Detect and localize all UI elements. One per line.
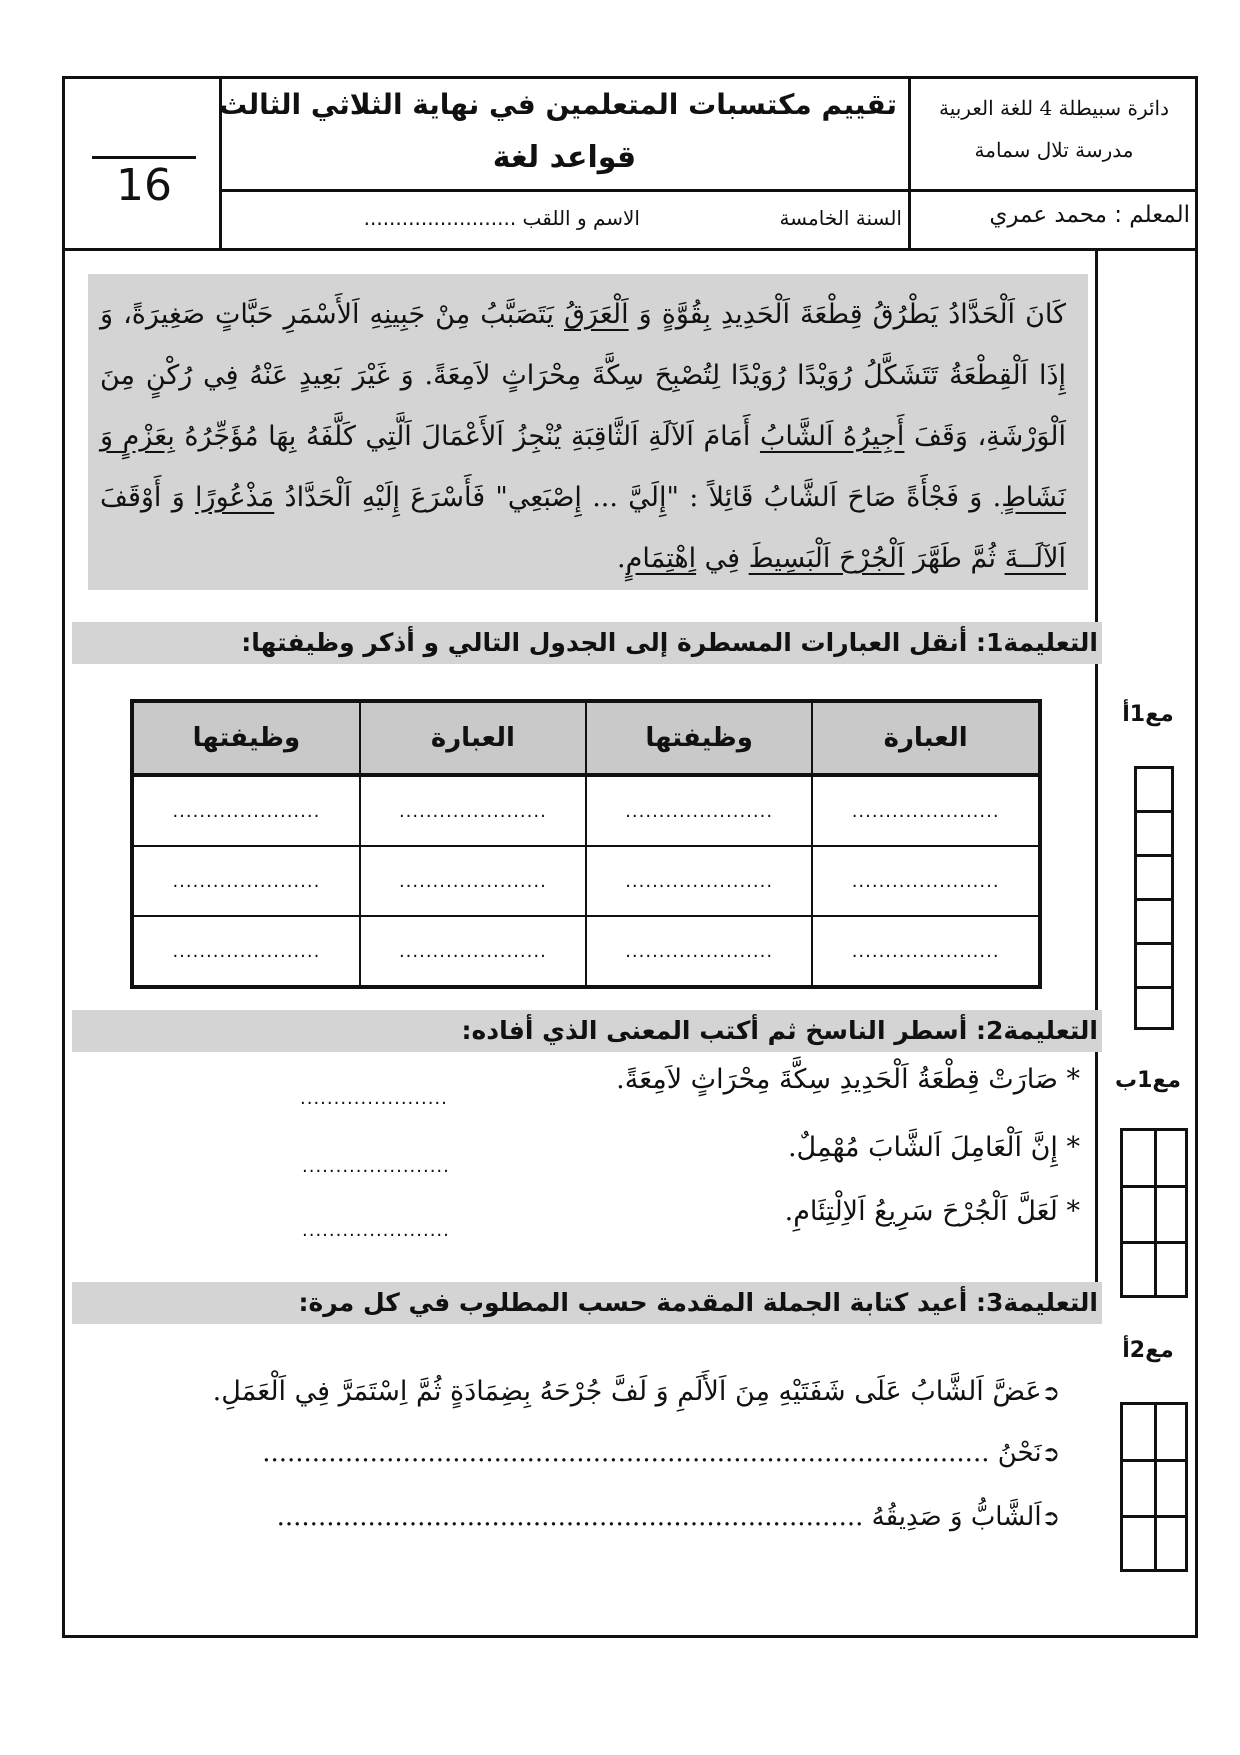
answer-cell[interactable]: ...................... bbox=[132, 916, 360, 987]
table-row bbox=[132, 846, 1040, 916]
score-value: 16 bbox=[116, 160, 172, 211]
table-header: وظيفتها bbox=[586, 701, 812, 775]
answer-cell[interactable]: ...................... bbox=[812, 846, 1040, 916]
underlined-phrase: أَجِيرُهُ اَلشَّابُ bbox=[759, 421, 905, 452]
answer-cell[interactable]: ...................... bbox=[586, 775, 812, 846]
underlined-phrase: اِهْتِمَامٍ bbox=[625, 543, 697, 574]
answer-cell[interactable]: ...................... bbox=[360, 775, 586, 846]
criterion-1b-label: مع1ب bbox=[1114, 1068, 1182, 1093]
table-header: وظيفتها bbox=[132, 701, 360, 775]
instruction-3-sentence: ➲عَضَّ اَلشَّابُ عَلَى شَفَتَيْهِ مِنَ اَلأَلَمِ وَ لَفَّ جُرْحَهُ بِضِمَادَةٍ ثُمَّ اِسْتَمَرَّ فِي اَلْعَمَلِ. bbox=[212, 1376, 1060, 1407]
name-field[interactable]: الاسم و اللقب ........................ bbox=[363, 206, 640, 230]
underlined-phrase: مَذْعُورًا bbox=[195, 482, 275, 513]
instruction-2-item-2: * إِنَّ اَلْعَامِلَ اَلشَّابَ مُهْمِلٌ. bbox=[787, 1132, 1080, 1163]
bullet-icon: ➲ bbox=[1041, 1442, 1060, 1467]
answer-cell[interactable]: ...................... bbox=[132, 775, 360, 846]
header-district-divider bbox=[908, 76, 911, 251]
answer-cell[interactable]: ...................... bbox=[586, 846, 812, 916]
table-row bbox=[132, 775, 1040, 846]
bullet-icon: ➲ bbox=[1041, 1381, 1060, 1406]
underlined-phrase: اَلْعَرَقُ bbox=[564, 299, 629, 330]
score-bar bbox=[92, 156, 196, 159]
answer-cell[interactable]: ...................... bbox=[360, 846, 586, 916]
answer-line[interactable]: ...................... bbox=[302, 1220, 450, 1241]
criterion-2a-boxes[interactable] bbox=[1120, 1402, 1188, 1572]
underlined-phrase: اَلآلَــةَ bbox=[1004, 543, 1066, 574]
criterion-1b-boxes[interactable] bbox=[1120, 1128, 1188, 1298]
instruction-2-item-1: * صَارَتْ قِطْعَةُ اَلْحَدِيدِ سِكَّةَ مِحْرَاثٍ لاَمِعَةً. bbox=[616, 1064, 1080, 1095]
answer-cell[interactable]: ...................... bbox=[132, 846, 360, 916]
grade-level-label: السنة الخامسة bbox=[779, 206, 902, 230]
table-header: العبارة bbox=[360, 701, 586, 775]
answer-cell[interactable]: ...................... bbox=[586, 916, 812, 987]
answer-table bbox=[130, 699, 1042, 989]
bullet-icon: ➲ bbox=[1041, 1506, 1060, 1531]
table-row bbox=[132, 916, 1040, 987]
header-divider-middle bbox=[222, 189, 1198, 192]
criterion-2a-label: مع2أ bbox=[1122, 1338, 1174, 1363]
page-title: تقييم مكتسبات المتعلمين في نهاية الثلاثي الثالث bbox=[218, 88, 897, 121]
school-label: مدرسة تلال سمامة bbox=[974, 138, 1134, 162]
instruction-2-heading: التعليمة2: أسطر الناسخ ثم أكتب المعنى الذي أفاده: bbox=[72, 1010, 1102, 1052]
instruction-3-item-1[interactable]: ➲نَحْنُ ........................................................................................ bbox=[262, 1438, 1060, 1468]
answer-line[interactable]: ...................... bbox=[302, 1156, 450, 1177]
instruction-1-heading: التعليمة1: أنقل العبارات المسطرة إلى الجدول التالي و أذكر وظيفتها: bbox=[72, 622, 1102, 664]
header-divider-bottom bbox=[62, 248, 1198, 251]
answer-cell[interactable]: ...................... bbox=[812, 775, 1040, 846]
district-label: دائرة سبيطلة 4 للغة العربية bbox=[938, 96, 1170, 120]
criterion-1a-label: مع1أ bbox=[1122, 702, 1174, 727]
teacher-label: المعلم : محمد عمري bbox=[989, 202, 1190, 228]
instruction-3-heading: التعليمة3: أعيد كتابة الجملة المقدمة حسب المطلوب في كل مرة: bbox=[72, 1282, 1102, 1324]
answer-cell[interactable]: ...................... bbox=[812, 916, 1040, 987]
underlined-phrase: اَلْجُرْحَ اَلْبَسِيطَ bbox=[748, 543, 905, 574]
underlined-phrase: بِعَزْمٍ وَ نَشَاطٍ bbox=[100, 421, 1066, 513]
answer-line[interactable]: ...................... bbox=[300, 1088, 448, 1109]
instruction-2-item-3: * لَعَلَّ اَلْجُرْحَ سَرِيعُ اَلاِلْتِئَامِ. bbox=[784, 1196, 1080, 1227]
instruction-3-item-2[interactable]: ➲اَلشَّابُّ وَ صَدِيقُهُ ....................................................................... bbox=[276, 1502, 1060, 1532]
answer-cell[interactable]: ...................... bbox=[360, 916, 586, 987]
grading-column-divider bbox=[1095, 251, 1098, 1312]
criterion-1a-boxes[interactable] bbox=[1134, 766, 1174, 1030]
page-subtitle: قواعد لغة bbox=[492, 140, 637, 175]
table-header: العبارة bbox=[812, 701, 1040, 775]
reading-passage: كَانَ اَلْحَدَّادُ يَطْرُقُ قِطْعَةَ اَلْحَدِيدِ بِقُوَّةٍ وَ اَلْعَرَقُ يَتَصَبَّبُ مِنْ جَبِينِهِ اَلأَسْمَرِ حَبَّاتٍ صَغِيرَةً، وَ إِذَا اَلْقِطْعَةُ تَتَشَكَّلُ رُوَيْدًا رُوَيْدًا لِتُصْبِحَ سِكَّةَ مِحْرَاثٍ لاَمِعَةً. وَ غَيْرَ بَعِيدٍ عَنْهُ فِي رُكْنٍ مِنَ اَلْوَرْشَةِ، وَقَفَ أَجِيرُهُ اَلشَّابُ أَمَامَ اَلآلَةِ اَلثَّاقِبَةِ يُنْجِزُ اَلأَعْمَالَ اَلَّتِي كَلَّفَهُ بِهَا مُؤَجِّرُهُ بِعَزْمٍ وَ نَشَاطٍ. وَ فَجْأَةً صَاحَ اَلشَّابُ قَائِلاً : "إِلَيَّ ... إِصْبَعِي" فَأَسْرَعَ إِلَيْهِ اَلْحَدَّادُ مَذْعُورًا وَ أَوْقَفَ اَلآلَــةَ ثُمَّ طَهَّرَ اَلْجُرْحَ اَلْبَسِيطَ فِي اِهْتِمَامٍ. bbox=[88, 274, 1088, 590]
